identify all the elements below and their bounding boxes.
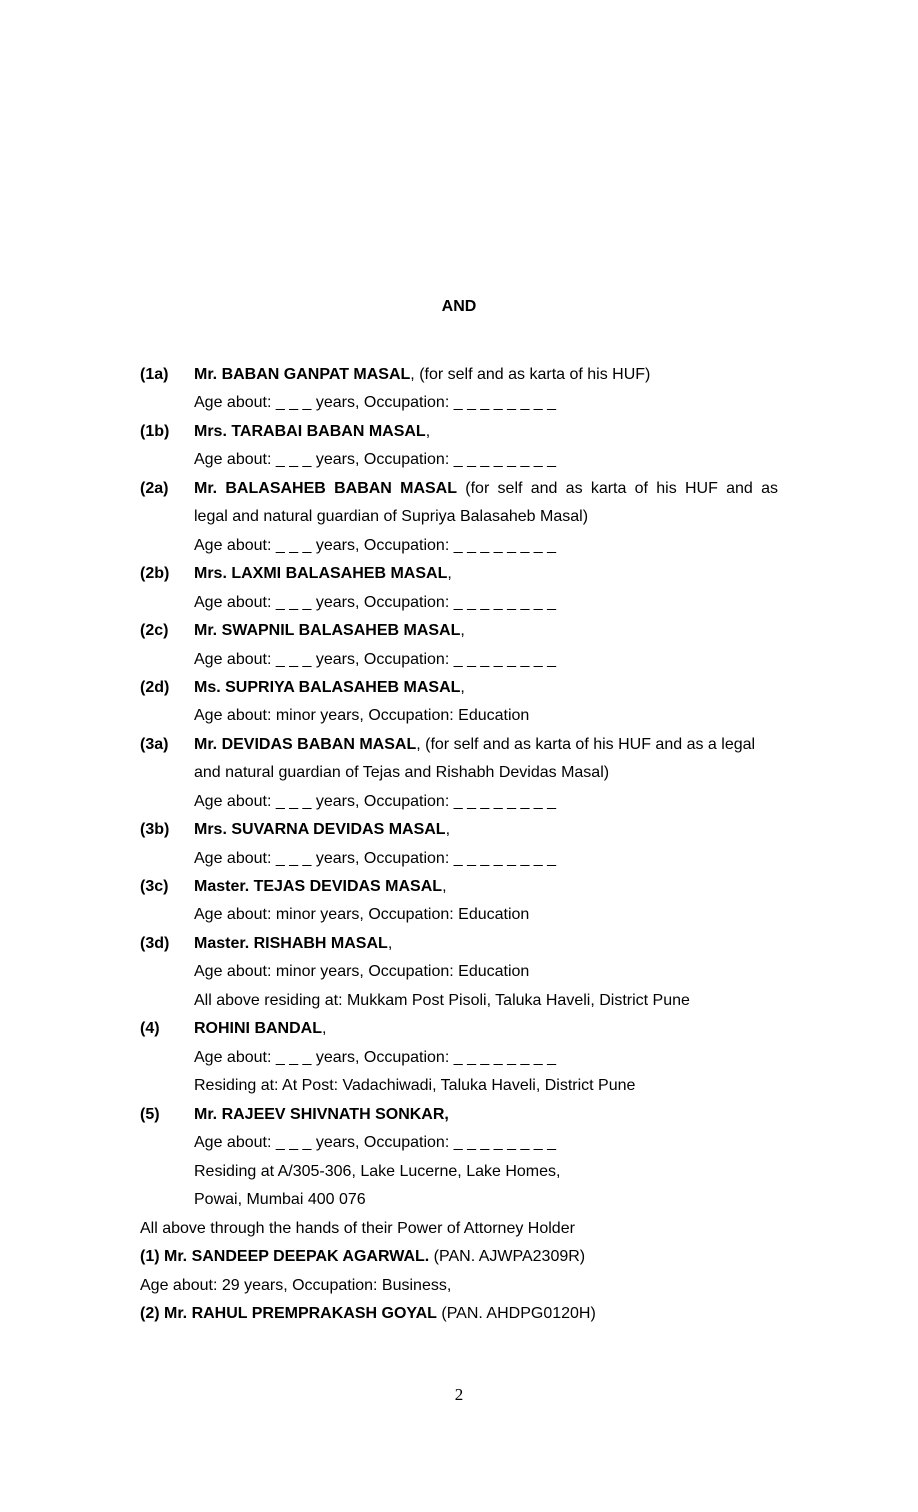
party-name: Ms. SUPRIYA BALASAHEB MASAL	[194, 679, 461, 696]
residence-all: All above residing at: Mukkam Post Pisoli, Taluka Haveli, District Pune	[194, 992, 690, 1009]
party-age-4: Age about: _ _ _ years, Occupation: _ _ _ _ _ _ _ _	[194, 1049, 557, 1066]
poa-holder-1	[140, 1247, 585, 1267]
party-name-3b	[194, 820, 450, 840]
party-suffix: ,	[460, 622, 465, 639]
party-name: Mrs. TARABAI BABAN MASAL	[194, 423, 426, 440]
party-name: Mr. BABAN GANPAT MASAL	[194, 366, 411, 383]
party-name: Mrs. SUVARNA DEVIDAS MASAL	[194, 821, 446, 838]
residence-5-line2: Powai, Mumbai 400 076	[194, 1191, 366, 1208]
poa-holder-1-details: Age about: 29 years, Occupation: Business,	[140, 1277, 452, 1294]
party-age-1b: Age about: _ _ _ years, Occupation: _ _ _ _ _ _ _ _	[194, 451, 557, 468]
party-age-3d: Age about: minor years, Occupation: Education	[194, 963, 530, 980]
party-label-3c: (3c)	[140, 878, 169, 895]
party-label-3b: (3b)	[140, 821, 170, 838]
residence-4: Residing at: At Post: Vadachiwadi, Taluka Haveli, District Pune	[194, 1077, 636, 1094]
party-age-5: Age about: _ _ _ years, Occupation: _ _ _ _ _ _ _ _	[194, 1134, 557, 1151]
party-name-2c	[194, 621, 465, 641]
party-suffix: ,	[442, 878, 447, 895]
party-name-3c	[194, 877, 447, 897]
poa-pan: (PAN. AHDPG0120H)	[436, 1305, 596, 1322]
party-label-2a: (2a)	[140, 480, 169, 497]
party-name-2b	[194, 564, 452, 584]
party-name: ROHINI BANDAL	[194, 1020, 322, 1037]
party-label-1a: (1a)	[140, 366, 169, 383]
party-label-2d: (2d)	[140, 679, 170, 696]
party-age-2b: Age about: _ _ _ years, Occupation: _ _ _ _ _ _ _ _	[194, 594, 557, 611]
party-age-3b: Age about: _ _ _ years, Occupation: _ _ _ _ _ _ _ _	[194, 850, 557, 867]
party-name-3d	[194, 934, 392, 954]
party-name-1a	[194, 365, 650, 385]
party-suffix: ,	[425, 423, 431, 440]
party-label-2b: (2b)	[140, 565, 170, 582]
page-number: 2	[454, 1385, 464, 1404]
poa-name: (2) Mr. RAHUL PREMPRAKASH GOYAL	[140, 1305, 437, 1322]
blank-age	[0, 0, 1, 1]
party-suffix: , (for self and as karta of his HUF and as a legal	[416, 736, 756, 753]
party-age-3a: Age about: _ _ _ years, Occupation: _ _ _ _ _ _ _ _	[194, 793, 557, 810]
party-name-5	[194, 1105, 449, 1125]
party-name: Mrs. LAXMI BALASAHEB MASAL	[194, 565, 448, 582]
party-name-4	[194, 1019, 326, 1039]
party-name-2d	[194, 678, 465, 698]
poa-name: (1) Mr. SANDEEP DEEPAK AGARWAL.	[140, 1248, 430, 1265]
party-label-5: (5)	[140, 1106, 160, 1123]
party-suffix: ,	[445, 821, 451, 838]
poa-pan: (PAN. AJWPA2309R)	[429, 1248, 586, 1265]
party-suffix: (for self and as karta of his HUF and as	[457, 480, 778, 497]
party-suffix: ,	[447, 565, 452, 582]
party-suffix: ,	[322, 1020, 327, 1037]
party-suffix: ,	[387, 935, 393, 952]
party-age-2d: Age about: minor years, Occupation: Education	[194, 707, 530, 724]
poa-holder-2	[140, 1304, 596, 1324]
party-name-3a	[194, 735, 755, 755]
party-age-3c: Age about: minor years, Occupation: Education	[194, 906, 530, 923]
party-label-4: (4)	[140, 1020, 160, 1037]
party-name: Mr. SWAPNIL BALASAHEB MASAL	[194, 622, 461, 639]
party-suffix: ,	[460, 679, 465, 696]
party-label-3a: (3a)	[140, 736, 169, 753]
party-age-1a: Age about: _ _ _ years, Occupation: _ _ _ _ _ _ _ _	[194, 394, 557, 411]
residence-5-line1: Residing at A/305-306, Lake Lucerne, Lake Homes,	[194, 1163, 561, 1180]
party-age-2a: Age about: _ _ _ years, Occupation: _ _ _ _ _ _ _ _	[194, 537, 557, 554]
section-heading: AND	[441, 298, 477, 315]
party-suffix-2a-cont: legal and natural guardian of Supriya Balasaheb Masal)	[194, 508, 589, 525]
party-name: Mr. DEVIDAS BABAN MASAL	[194, 736, 417, 753]
party-label-3d: (3d)	[140, 935, 170, 952]
blank-occupation	[0, 0, 1, 1]
party-name: Mr. BALASAHEB BABAN MASAL	[194, 480, 458, 497]
party-label-1b: (1b)	[140, 423, 170, 440]
party-name: Mr. RAJEEV SHIVNATH SONKAR,	[194, 1106, 449, 1123]
party-name-2a	[194, 479, 778, 499]
party-suffix-3a-cont: and natural guardian of Tejas and Rishabh Devidas Masal)	[194, 764, 610, 781]
party-suffix: , (for self and as karta of his HUF)	[410, 366, 651, 383]
party-name: Master. RISHABH MASAL	[194, 935, 388, 952]
party-name: Master. TEJAS DEVIDAS MASAL	[194, 878, 443, 895]
party-name-1b	[194, 422, 430, 442]
party-label-2c: (2c)	[140, 622, 169, 639]
poa-intro: All above through the hands of their Power of Attorney Holder	[140, 1220, 575, 1237]
party-age-2c: Age about: _ _ _ years, Occupation: _ _ _ _ _ _ _ _	[194, 651, 557, 668]
